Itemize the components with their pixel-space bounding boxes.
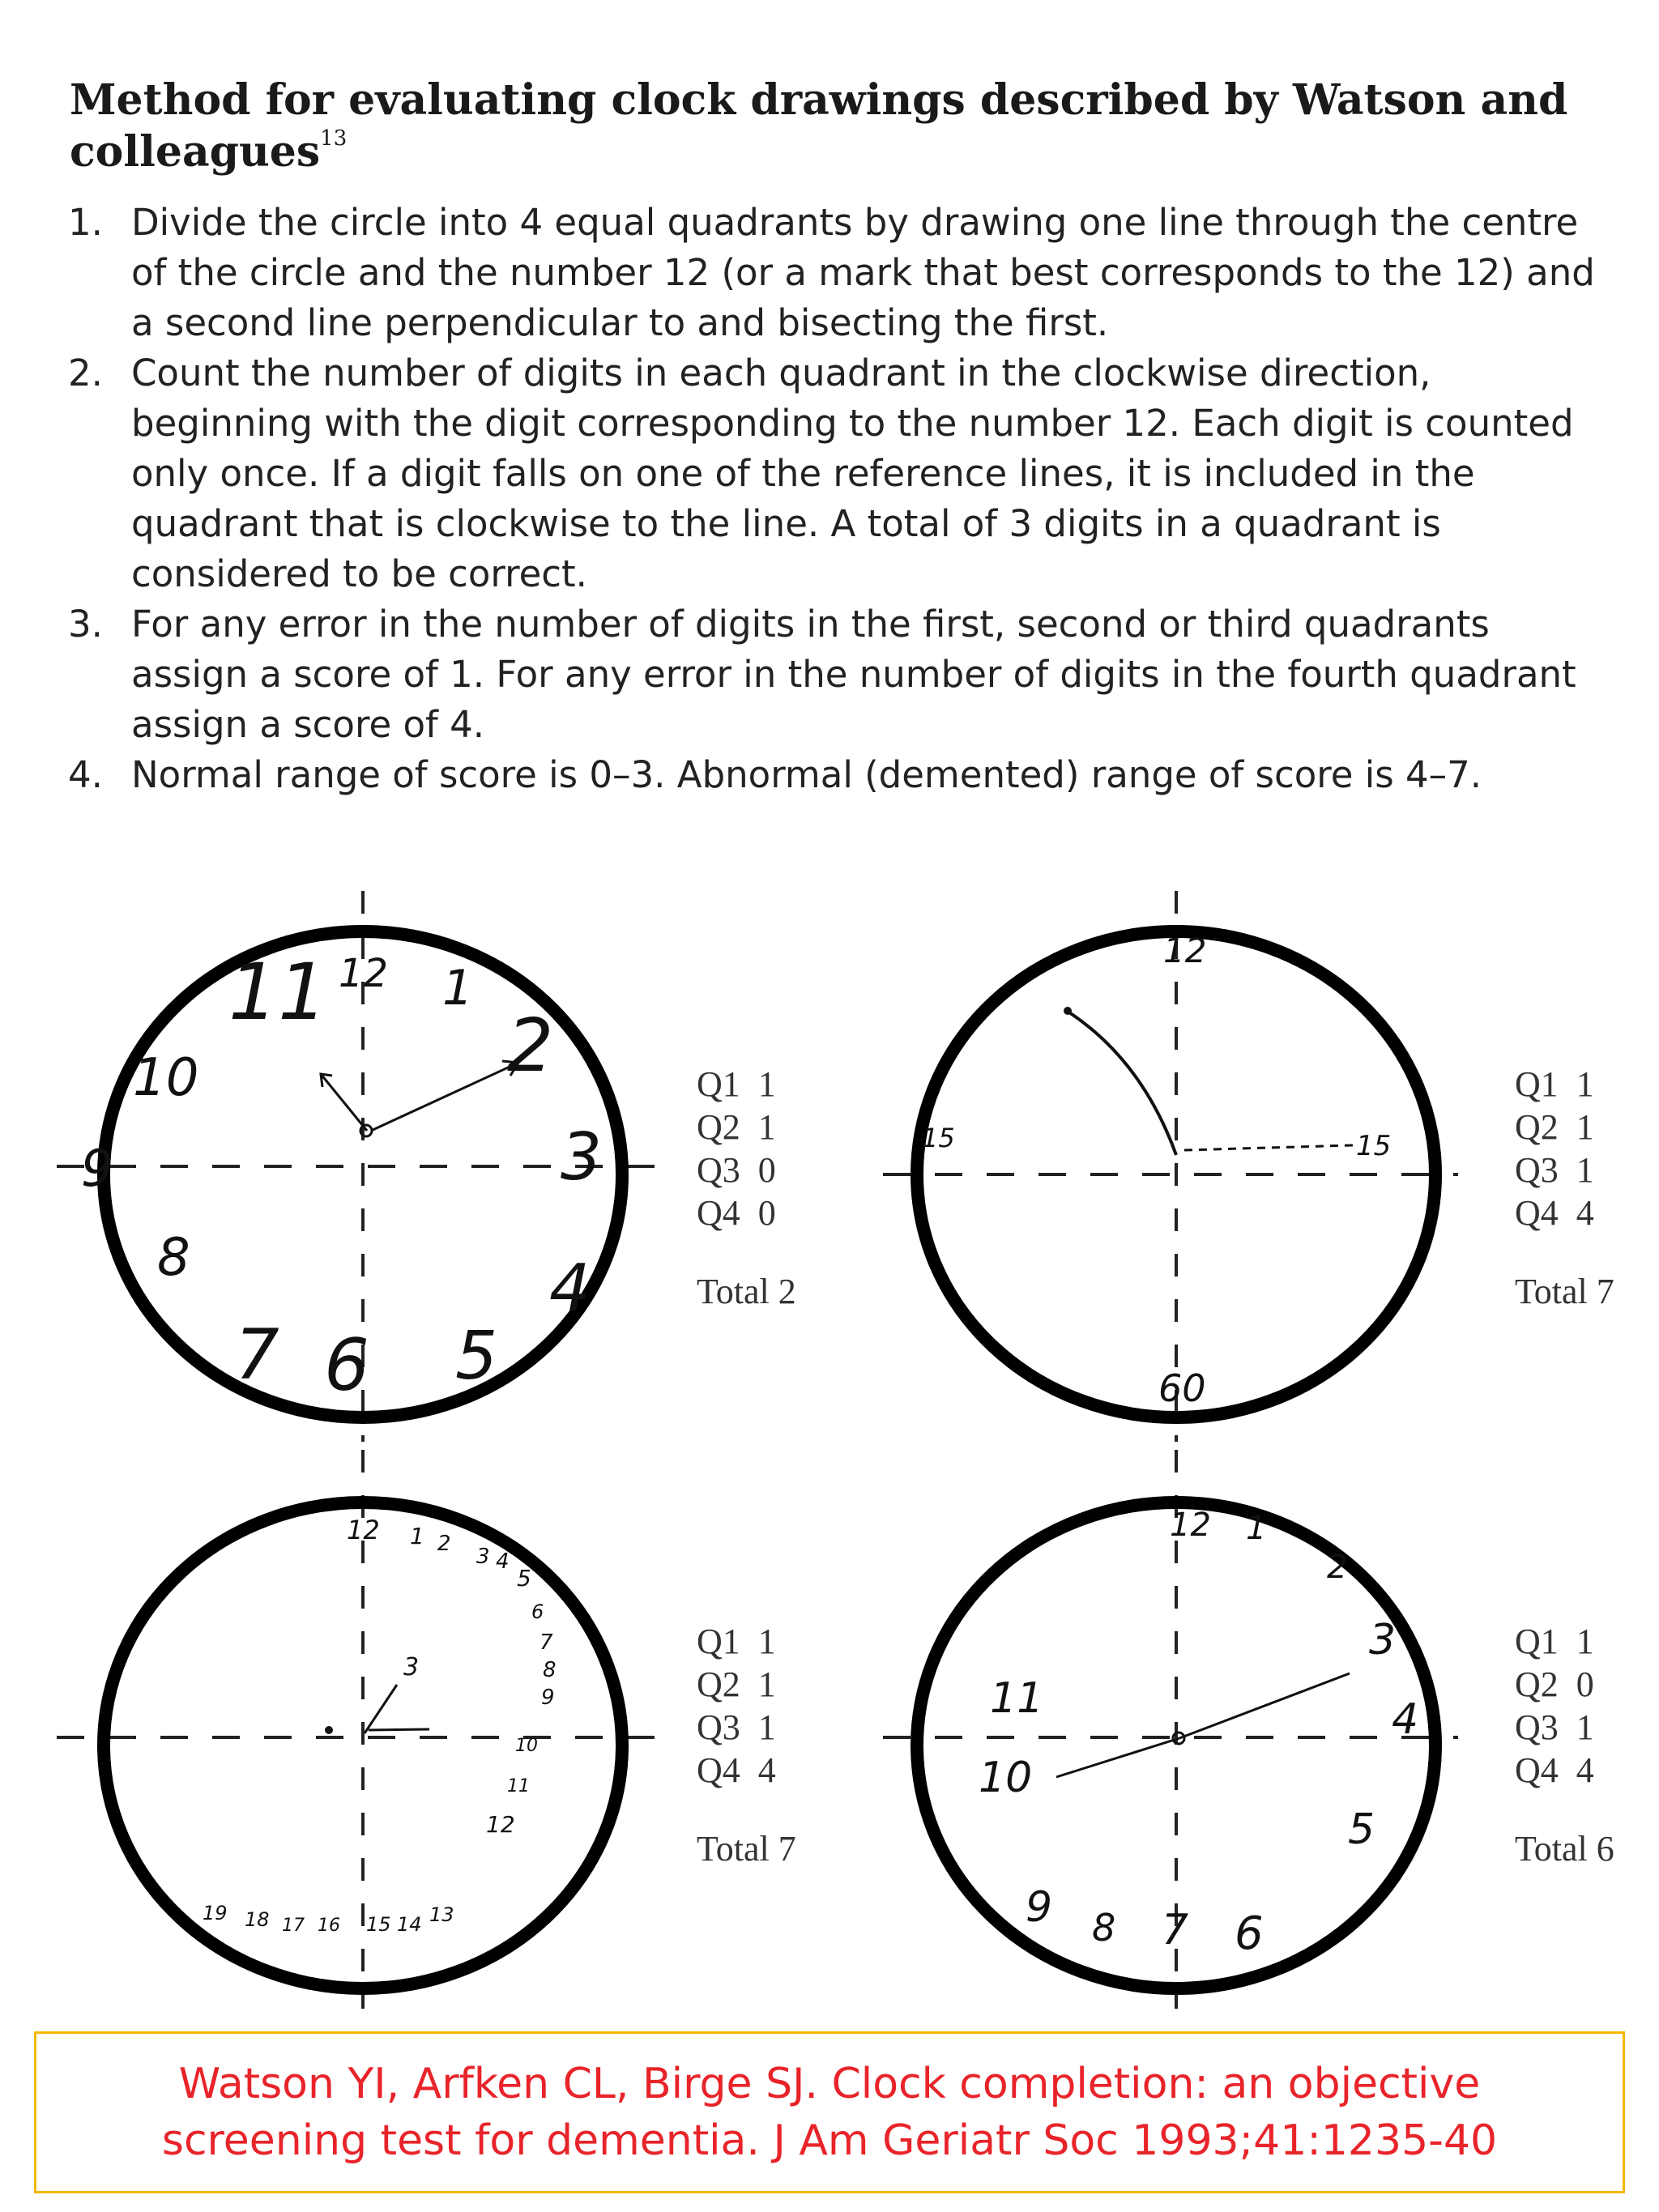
quadrant-label: Q2 <box>1515 1664 1559 1704</box>
quadrant-score: 1 <box>1576 1150 1594 1190</box>
hand-dot <box>325 1726 333 1734</box>
quadrant-score: 4 <box>1576 1750 1594 1790</box>
clock-digit: 3 <box>403 1653 420 1681</box>
step-text: Normal range of score is 0–3. Abnormal (demented) range of score is 4–7. <box>131 753 1482 796</box>
quadrant-score: 4 <box>1576 1193 1594 1233</box>
quadrant-label: Q3 <box>1515 1150 1559 1190</box>
clock-drawing-bottom-left <box>49 1442 664 2017</box>
clock-digit: 9 <box>1026 1883 1053 1932</box>
step-text: For any error in the number of digits in the first, second or third quadrants assign a score of 1. For any error in the number of digits in the fourth quadrant assign a score of 4. <box>131 603 1576 746</box>
score-total: Total 7 <box>697 1829 796 1869</box>
quadrant-label: Q4 <box>1515 1193 1559 1233</box>
score-panel-bottom-right <box>1515 1620 1614 1870</box>
quadrant-label: Q1 <box>1515 1622 1559 1661</box>
quadrant-label: Q2 <box>1515 1107 1559 1147</box>
quadrant-label: Q2 <box>697 1664 740 1704</box>
clock-digit: 16 <box>318 1916 340 1936</box>
clock-digit: 9 <box>541 1686 555 1710</box>
clock-digit: 1 <box>410 1523 424 1549</box>
clock-examples <box>0 883 1659 2017</box>
score-row <box>697 1106 796 1149</box>
clock-digit: 60 <box>1158 1366 1206 1410</box>
clock-drawing-top-left <box>49 883 664 1450</box>
quadrant-score: 0 <box>1576 1664 1594 1704</box>
clock-digit: 10 <box>979 1754 1033 1802</box>
citation-line: screening test for dementia. J Am Geriatr Soc 1993;41:1235-40 <box>161 2116 1498 2165</box>
step-number: 2. <box>68 352 103 394</box>
clock-hand <box>1069 1012 1176 1155</box>
clock-drawing-bottom-right <box>867 1442 1482 2017</box>
clock-digit: 5 <box>517 1565 531 1592</box>
clock-digit: 6 <box>531 1600 544 1623</box>
clock-drawing-top-right <box>867 883 1482 1450</box>
clock-digit: 6 <box>324 1323 369 1407</box>
score-row <box>1515 1749 1614 1792</box>
quadrant-label: Q1 <box>697 1622 740 1661</box>
clock-digit: 15 <box>366 1913 391 1936</box>
title-text: Method for evaluating clock drawings described by Watson and colleagues <box>70 75 1568 177</box>
clock-digit: 12 <box>1163 931 1207 970</box>
citation-line: Watson YI, Arfken CL, Birge SJ. Clock completion: an objective <box>178 2060 1481 2108</box>
clock-hand <box>1179 1673 1350 1738</box>
score-panel-bottom-left <box>697 1620 796 1870</box>
score-row <box>697 1706 796 1749</box>
step-item <box>68 348 1607 599</box>
quadrant-label: Q3 <box>697 1707 740 1747</box>
clock-digit: 12 <box>1170 1507 1211 1544</box>
clock-digit: 4 <box>1392 1695 1419 1744</box>
reference-superscript: 13 <box>320 126 348 151</box>
clock-digit: 11 <box>228 947 328 1038</box>
clock-digit: 15 <box>922 1123 955 1153</box>
clock-digit: 8 <box>1092 1906 1116 1950</box>
quadrant-score: 0 <box>757 1150 776 1190</box>
clock-digit: 12 <box>339 951 389 996</box>
clock-digit: 3 <box>561 1119 602 1195</box>
quadrant-label: Q4 <box>697 1750 740 1790</box>
quadrant-score: 4 <box>757 1750 776 1790</box>
score-row <box>1515 1706 1614 1749</box>
clock-digit: 10 <box>515 1736 538 1756</box>
step-number: 1. <box>68 201 103 244</box>
clock-digit: 4 <box>549 1251 591 1326</box>
score-row <box>697 1149 796 1191</box>
quadrant-score: 1 <box>757 1064 776 1104</box>
clock-digit: 2 <box>507 1004 554 1089</box>
clock-digit: 3 <box>1369 1616 1397 1664</box>
clock-digit: 7 <box>235 1315 279 1396</box>
quadrant-label: Q3 <box>1515 1707 1559 1747</box>
score-row <box>1515 1063 1614 1106</box>
clock-hand <box>1184 1145 1353 1150</box>
quadrant-score: 1 <box>1576 1622 1594 1661</box>
quadrant-score: 1 <box>1576 1107 1594 1147</box>
step-text: Count the number of digits in each quadrant in the clockwise direction, beginning with the digit corresponding to the number 12. Each digit is counted only once. If a digit falls on one of the reference lines, it is included in the quadrant that is clockwise to the line. A total of 3 digits in a quadrant is considered to be correct. <box>131 352 1574 595</box>
clock-digit: 3 <box>476 1545 490 1569</box>
quadrant-score: 1 <box>757 1664 776 1704</box>
score-row <box>697 1663 796 1706</box>
clock-digit: 4 <box>496 1549 510 1574</box>
quadrant-score: 1 <box>757 1622 776 1661</box>
page-title <box>70 75 1609 178</box>
clock-digit: 2 <box>1327 1549 1348 1586</box>
clock-digit: 12 <box>347 1515 380 1545</box>
step-item <box>68 198 1607 348</box>
clock-digit: 12 <box>486 1811 515 1838</box>
score-total: Total 7 <box>1515 1272 1614 1311</box>
quadrant-label: Q2 <box>697 1107 740 1147</box>
step-item <box>68 599 1607 750</box>
step-text: Divide the circle into 4 equal quadrants by drawing one line through the centre of the circle and the number 12 (or a mark that best corresponds to the 12) and a second line perpendicular to and bisecting the first. <box>131 201 1595 344</box>
quadrant-label: Q4 <box>1515 1750 1559 1790</box>
clock-digit: 10 <box>133 1048 199 1108</box>
clock-digit: 9 <box>81 1139 113 1198</box>
clock-digit: 5 <box>455 1318 498 1395</box>
clock-digit: 7 <box>539 1630 553 1655</box>
score-row <box>1515 1106 1614 1149</box>
clock-digit: 8 <box>543 1658 557 1682</box>
quadrant-score: 1 <box>757 1107 776 1147</box>
clock-digit: 6 <box>1235 1907 1264 1960</box>
quadrant-score: 0 <box>757 1193 776 1233</box>
clock-digit: 2 <box>437 1532 451 1556</box>
quadrant-score: 1 <box>1576 1707 1594 1747</box>
score-total: Total 6 <box>1515 1829 1614 1869</box>
clock-digit: 17 <box>282 1916 305 1936</box>
score-row <box>697 1191 796 1234</box>
score-row <box>1515 1620 1614 1663</box>
score-panel-top-right <box>1515 1063 1614 1313</box>
score-row <box>1515 1663 1614 1706</box>
citation-box <box>34 2031 1625 2193</box>
quadrant-label: Q4 <box>697 1193 740 1233</box>
clock-digit: 8 <box>157 1228 190 1288</box>
clock-digit: 7 <box>1162 1906 1189 1954</box>
clock-hand <box>1056 1738 1179 1777</box>
quadrant-score: 1 <box>1576 1064 1594 1104</box>
method-steps <box>68 198 1607 800</box>
score-row <box>697 1620 796 1663</box>
score-row <box>697 1063 796 1106</box>
clock-digit: 14 <box>397 1913 422 1936</box>
hour-hand <box>321 1074 367 1131</box>
clock-digit: 13 <box>429 1903 454 1926</box>
clock-digit: 1 <box>442 960 474 1016</box>
score-row <box>697 1749 796 1792</box>
quadrant-label: Q1 <box>697 1064 740 1104</box>
hand-dot <box>1064 1007 1072 1015</box>
quadrant-score: 1 <box>757 1707 776 1747</box>
score-panel-top-left <box>697 1063 796 1313</box>
step-number: 4. <box>68 753 103 796</box>
quadrant-label: Q3 <box>697 1150 740 1190</box>
clock-digit: 11 <box>990 1674 1044 1723</box>
clock-digit: 11 <box>507 1776 530 1796</box>
clock-digit: 1 <box>1246 1510 1267 1547</box>
step-item <box>68 750 1607 800</box>
score-total: Total 2 <box>697 1272 796 1311</box>
clock-digit: 15 <box>1356 1130 1392 1162</box>
score-row <box>1515 1149 1614 1191</box>
clock-digit: 19 <box>203 1902 228 1924</box>
minute-hand <box>371 1063 518 1131</box>
quadrant-label: Q1 <box>1515 1064 1559 1104</box>
step-number: 3. <box>68 603 103 646</box>
clock-digit: 18 <box>245 1908 270 1931</box>
score-row <box>1515 1191 1614 1234</box>
clock-hands <box>365 1685 429 1733</box>
clock-digit: 5 <box>1348 1805 1375 1854</box>
